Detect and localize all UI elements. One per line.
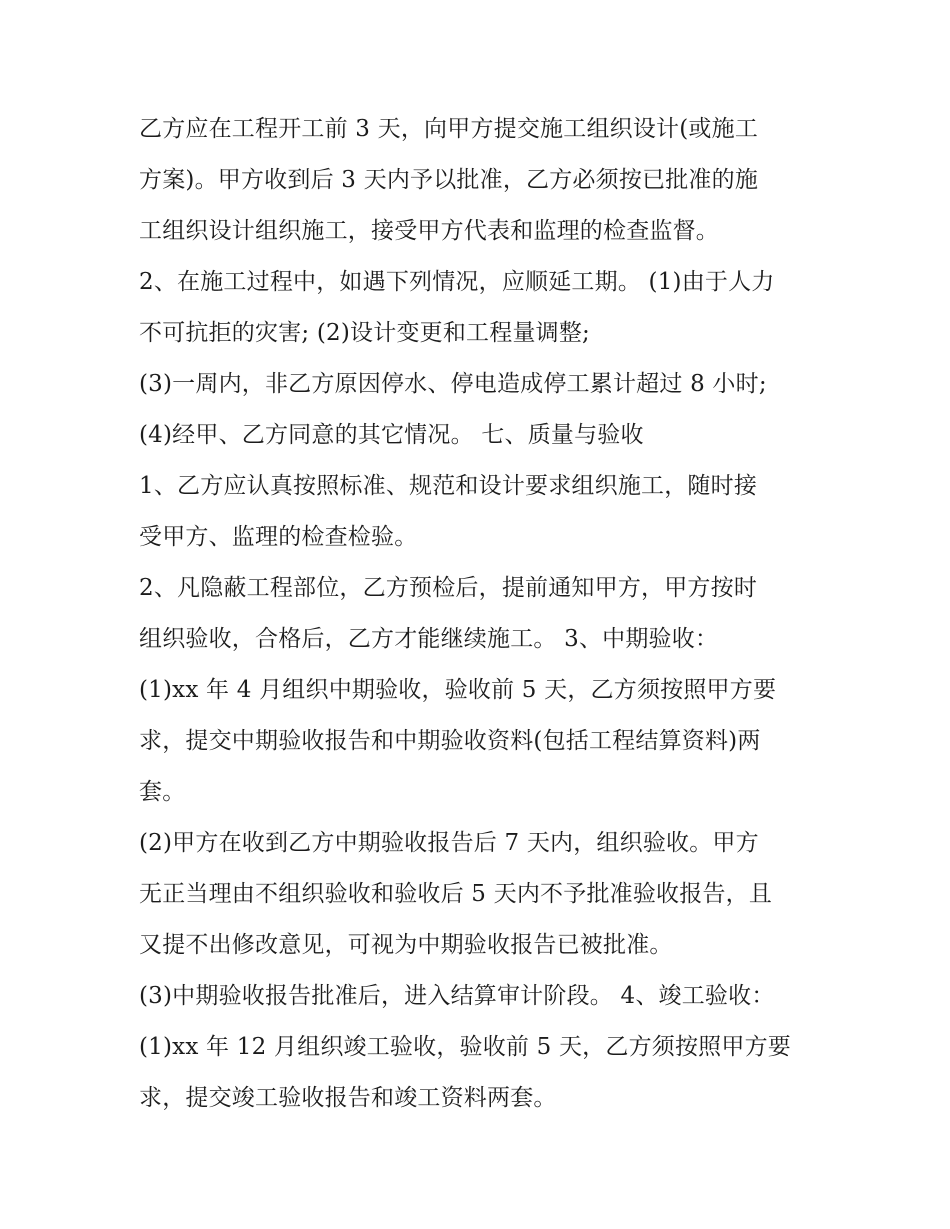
text-line: 组织验收，合格后，乙方才能继续施工。 3、中期验收： bbox=[139, 626, 719, 652]
text-line: 2、在施工过程中，如遇下列情况，应顺延工期。 (1)由于人力 bbox=[139, 269, 775, 295]
text-line: 求，提交中期验收报告和中期验收资料(包括工程结算资料)两 bbox=[139, 728, 761, 754]
text-line: (4)经甲、乙方同意的其它情况。 七、质量与验收 bbox=[139, 422, 644, 448]
text-line: 1、乙方应认真按照标准、规范和设计要求组织施工，随时接 bbox=[139, 473, 758, 499]
text-line: 方案)。甲方收到后 3 天内予以批准，乙方必须按已批准的施 bbox=[139, 167, 759, 193]
document-body bbox=[139, 104, 819, 1124]
text-line: 受甲方、监理的检查检验。 bbox=[139, 524, 418, 550]
text-line: 工组织设计组织施工，接受甲方代表和监理的检查监督。 bbox=[139, 218, 719, 244]
text-line: (3)一周内，非乙方原因停水、停电造成停工累计超过 8 小时; bbox=[139, 371, 767, 397]
text-line: 求，提交竣工验收报告和竣工资料两套。 bbox=[139, 1085, 557, 1111]
text-line: 无正当理由不组织验收和验收后 5 天内不予批准验收报告，且 bbox=[139, 881, 773, 907]
text-line: 不可抗拒的灾害; (2)设计变更和工程量调整; bbox=[139, 320, 590, 346]
text-line: (2)甲方在收到乙方中期验收报告后 7 天内，组织验收。甲方 bbox=[139, 830, 759, 856]
text-line: (3)中期验收报告批准后，进入结算审计阶段。 4、竣工验收： bbox=[139, 983, 775, 1009]
text-line: 又提不出修改意见，可视为中期验收报告已被批准。 bbox=[139, 932, 673, 958]
text-line: (1)xx 年 4 月组织中期验收，验收前 5 天，乙方须按照甲方要 bbox=[139, 677, 777, 703]
text-line: 乙方应在工程开工前 3 天，向甲方提交施工组织设计(或施工 bbox=[139, 116, 759, 142]
text-line: (1)xx 年 12 月组织竣工验收，验收前 5 天，乙方须按照甲方要 bbox=[139, 1034, 791, 1060]
text-line: 套。 bbox=[139, 779, 186, 805]
text-line: 2、凡隐蔽工程部位，乙方预检后，提前通知甲方，甲方按时 bbox=[139, 575, 758, 601]
